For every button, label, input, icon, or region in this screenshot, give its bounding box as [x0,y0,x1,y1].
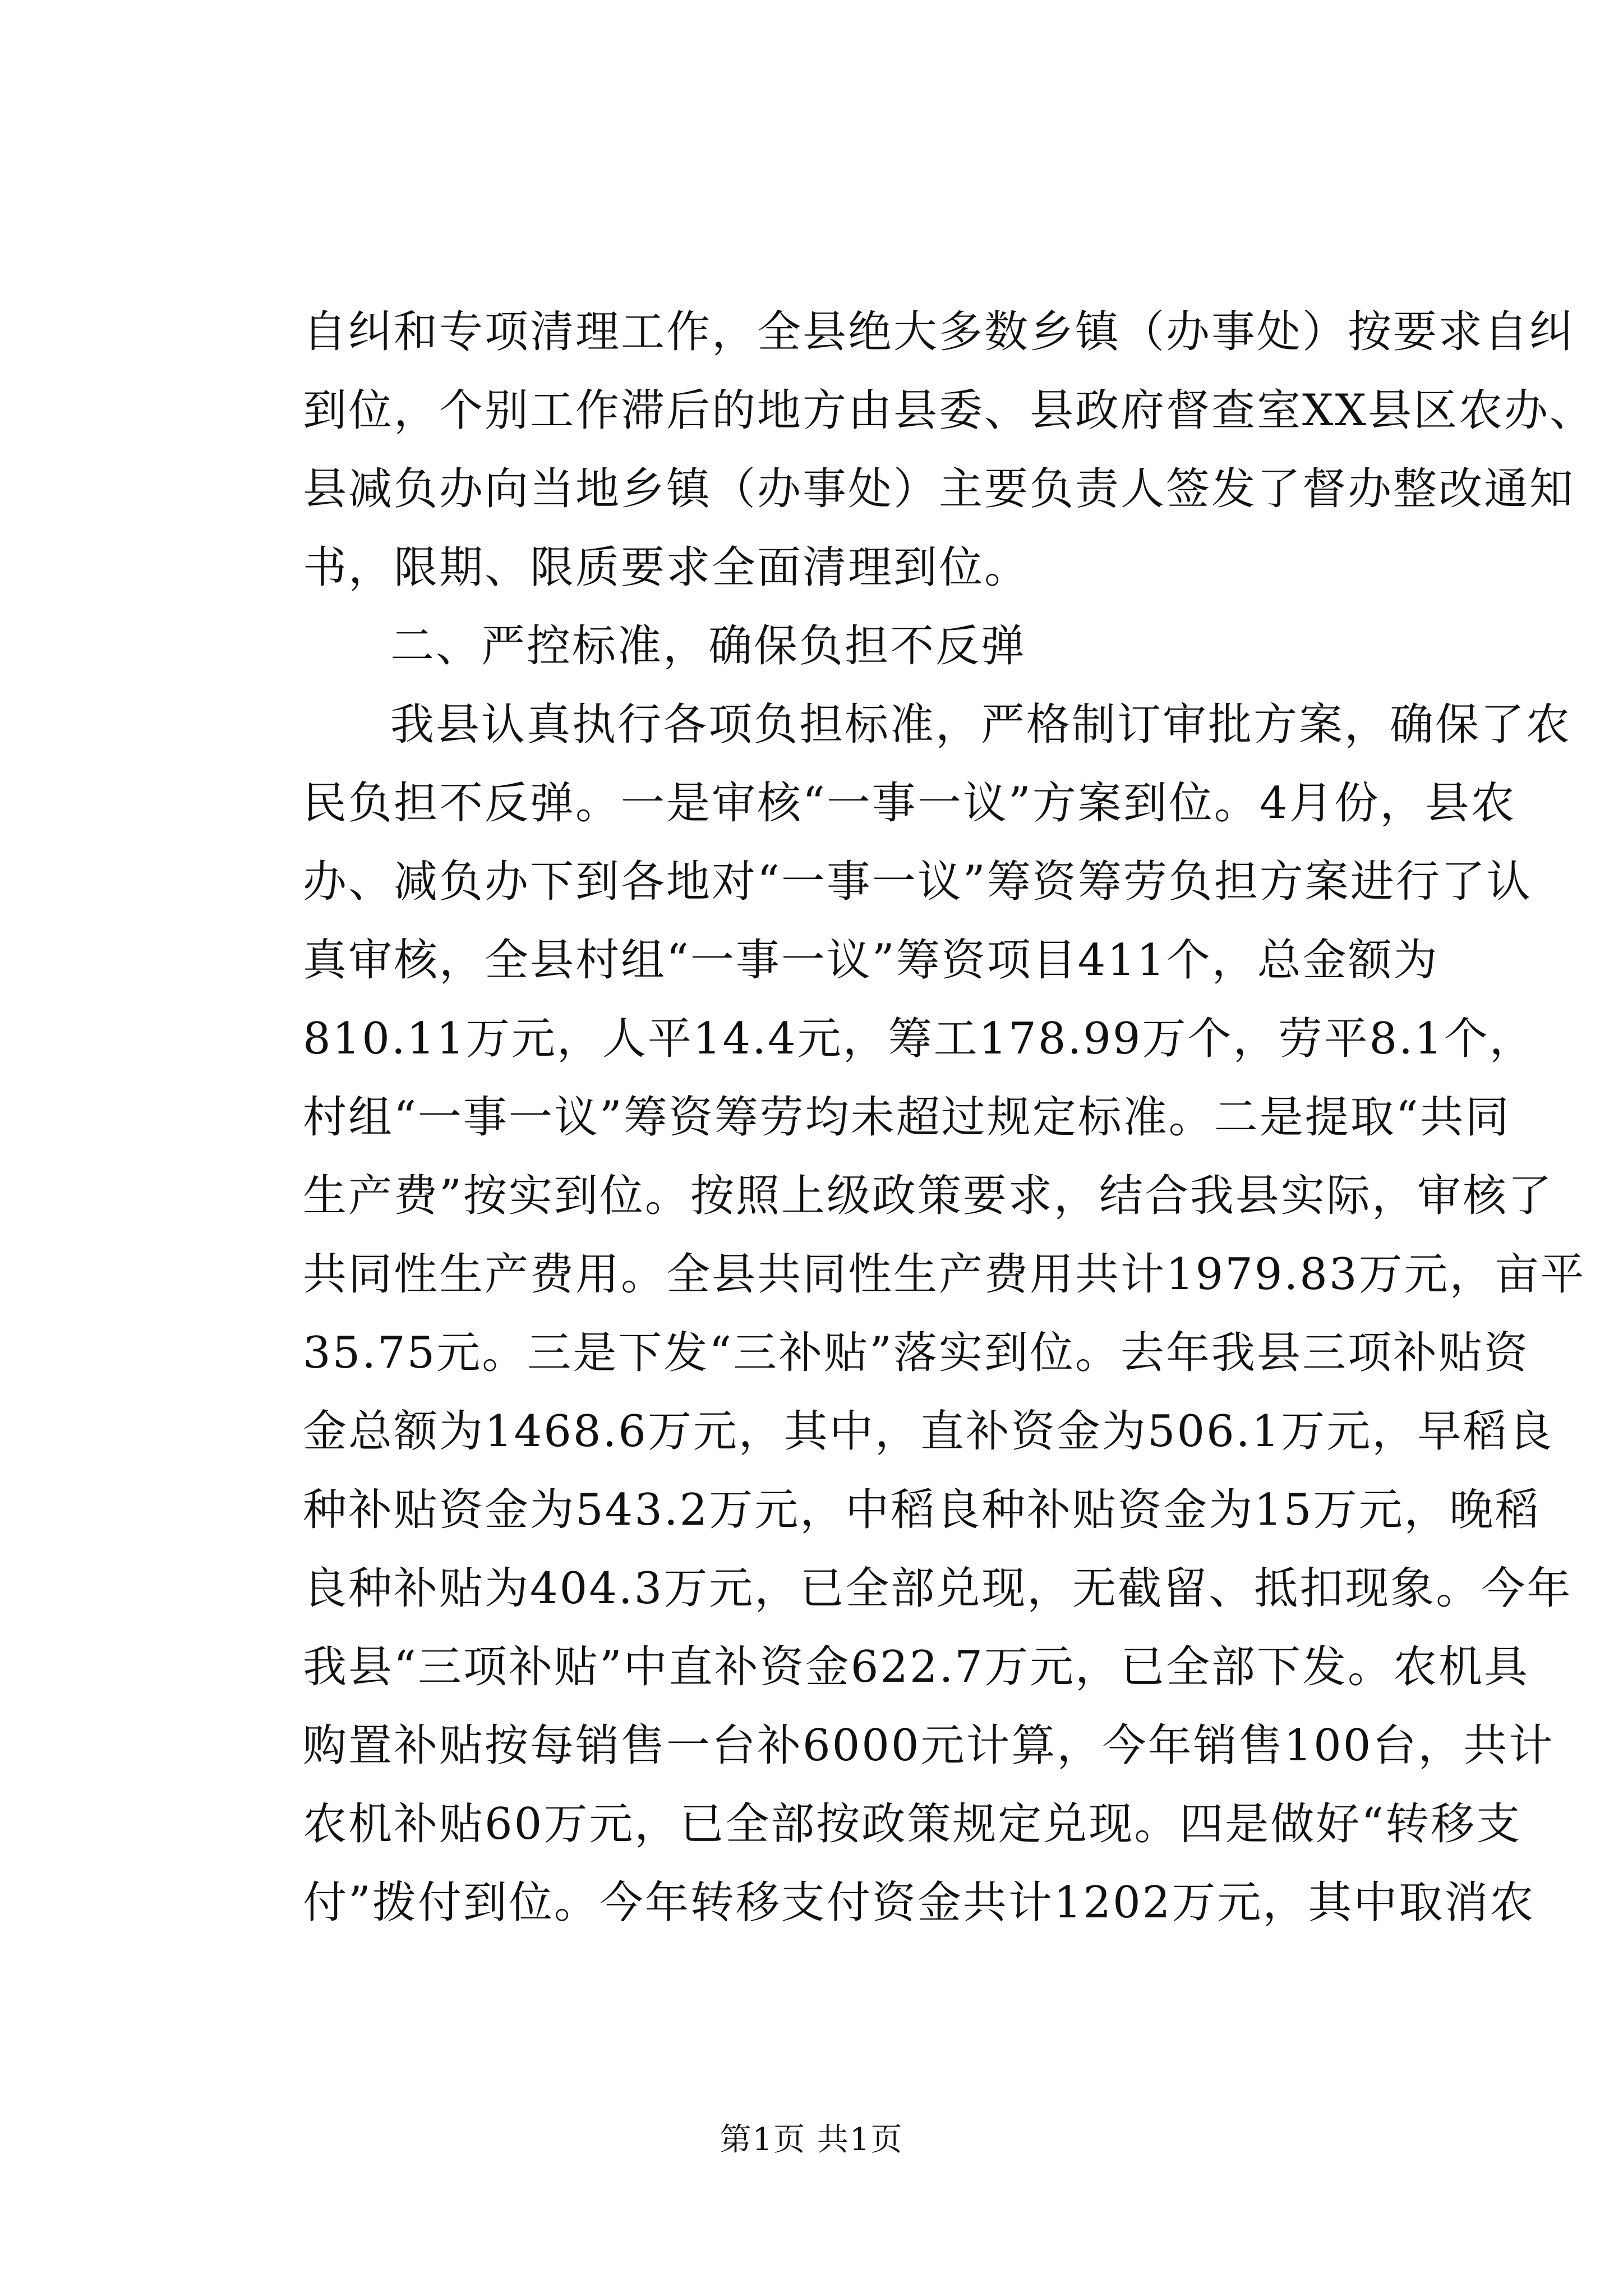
text-line: 生产费”按实到位。按照上级政策要求，结合我县实际，审核了 [303,1171,1553,1221]
text-line: 村组“一事一议”筹资筹劳均未超过规定标准。二是提取“共同 [303,1092,1511,1143]
text-line: 金总额为1468.6万元，其中，直补资金为506.1万元，早稻良 [303,1406,1554,1457]
text-line: 810.11万元，人平14.4元，筹工178.99万个，劳平8.1个， [303,1014,1535,1064]
text-line: 到位，个别工作滞后的地方由县委、县政府督查室XX县区农办、 [303,385,1596,436]
text-line: 民负担不反弹。一是审核“一事一议”方案到位。4月份，县农 [303,778,1516,829]
text-line: 农机补贴60万元，已全部按政策规定兑现。四是做好“转移支 [303,1799,1522,1849]
section-heading: 二、严控标准，确保负担不反弹 [390,621,1027,671]
text-line: 县减负办向当地乡镇（办事处）主要负责人签发了督办整改通知 [303,464,1575,514]
text-line: 我县“三项补贴”中直补资金622.7万元，已全部下发。农机具 [303,1642,1530,1692]
text-line: 种补贴资金为543.2万元，中稻良种补贴资金为15万元，晚稻 [303,1485,1541,1535]
text-line: 付”拨付到位。今年转移支付资金共计1202万元，其中取消农 [303,1878,1536,1928]
text-line: 真审核，全县村组“一事一议”筹资项目411个，总金额为 [303,935,1439,986]
text-line: 35.75元。三是下发“三补贴”落实到位。去年我县三项补贴资 [303,1328,1530,1378]
text-line: 购置补贴按每销售一台补6000元计算，今年销售100台，共计 [303,1720,1555,1771]
text-line: 共同性生产费用。全县共同性生产费用共计1979.83万元，亩平 [303,1249,1586,1300]
text-line: 我县认真执行各项负担标准，严格制订审批方案，确保了农 [390,700,1572,750]
text-line: 书，限期、限质要求全面清理到位。 [303,542,1030,593]
text-line: 自纠和专项清理工作，全县绝大多数乡镇（办事处）按要求自纠 [303,307,1575,357]
page-footer: 第1页 共1页 [720,2122,903,2158]
text-line: 良种补贴为404.3万元，已全部兑现，无截留、抵扣现象。今年 [303,1563,1573,1614]
text-line: 办、减负办下到各地对“一事一议”筹资筹劳负担方案进行了认 [303,857,1532,907]
